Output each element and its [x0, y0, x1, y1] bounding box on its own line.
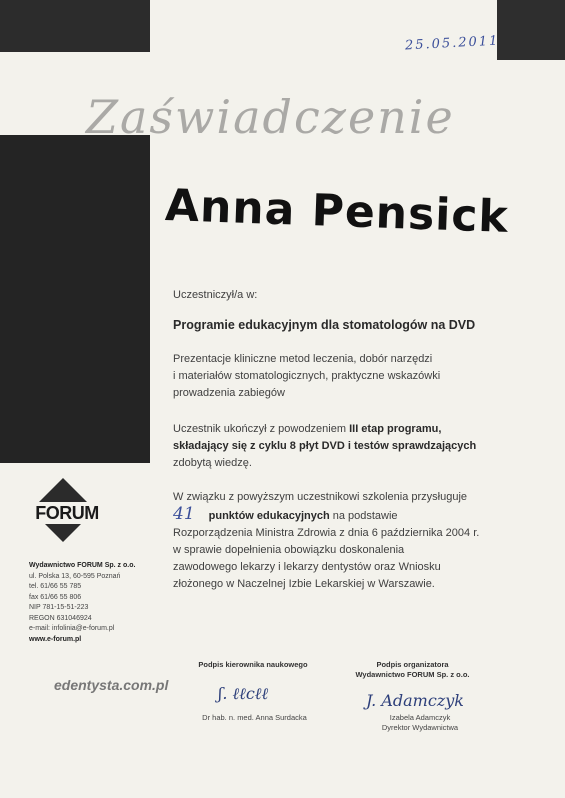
- points-value-handwritten: 41: [173, 504, 195, 524]
- right-signature-label: Podpis organizatora Wydawnictwo FORUM Sp. z o.o.: [355, 660, 470, 679]
- completion-stage: III etap programu,: [349, 423, 442, 435]
- publisher-line: fax 61/66 55 806: [29, 593, 82, 601]
- points-line: zawodowego lekarzy i lekarzy dentystów oraz Wniosku: [173, 561, 441, 573]
- publisher-line: tel. 61/66 55 785: [29, 583, 82, 590]
- completion-end: zdobytą wiedzę.: [173, 457, 252, 469]
- completion-cycle: składający się z cyklu 8 płyt DVD i testów sprawdzających: [173, 440, 477, 452]
- points-line: Rozporządzenia Ministra Zdrowia z dnia 6 października 2004 r.: [173, 527, 480, 539]
- description-line: prowadzenia zabiegów: [173, 387, 285, 399]
- edentysta-logo: edentysta.com.pl: [54, 677, 169, 693]
- description-line: i materiałów stomatologicznych, praktyczne wskazówki: [173, 370, 441, 382]
- publisher-info: [29, 561, 135, 645]
- program-name: Programie edukacyjnym dla stomatologów na DVD: [173, 318, 476, 332]
- right-signature-scrawl: J. Adamczyk: [366, 691, 464, 710]
- top-dark-band: [0, 0, 150, 52]
- publisher-website: www.e-forum.pl: [29, 635, 82, 643]
- left-signature-scrawl: ʃ. ℓℓcℓℓ: [218, 684, 269, 703]
- publisher-line: e-mail: infolinia@e-forum.pl: [29, 625, 115, 632]
- participant-name: Anna Pensick: [164, 180, 510, 243]
- left-signature-name: Dr hab. n. med. Anna Surdacka: [202, 713, 307, 722]
- points-intro: W związku z powyższym uczestnikowi szkolenia przysługuje: [173, 491, 468, 503]
- participated-label: Uczestniczył/a w:: [173, 289, 258, 301]
- completion-prefix: Uczestnik ukończył z powodzeniem: [173, 423, 350, 435]
- points-label-after: na podstawie: [329, 510, 398, 522]
- left-dark-band: [0, 135, 150, 463]
- right-signature-name: Izabela Adamczyk Dyrektor Wydawnictwa: [381, 713, 459, 732]
- points-label: punktów edukacyjnych: [208, 510, 330, 522]
- handwritten-date: 25.05.2011: [404, 33, 500, 54]
- points-line: złożonego w Naczelnej Izbie Lekarskiej w Warszawie.: [173, 578, 435, 590]
- completion-text: [173, 421, 476, 472]
- points-line: w sprawie dopełnienia obowiązku doskonalenia: [173, 544, 405, 556]
- publisher-line: ul. Polska 13, 60-595 Poznań: [29, 572, 121, 580]
- left-signature-label: Podpis kierownika naukowego: [198, 660, 308, 669]
- description-line: Prezentacje kliniczne metod leczenia, dobór narzędzi: [173, 353, 433, 365]
- top-right-dark-band: [497, 0, 565, 60]
- publisher-line: NIP 781-15-51-223: [29, 604, 89, 611]
- program-description: [173, 351, 440, 402]
- points-text: [173, 489, 479, 593]
- forum-logo-text: FORUM: [25, 502, 109, 524]
- publisher-name: Wydawnictwo FORUM Sp. z o.o.: [29, 562, 136, 569]
- certificate-title: Zaświadczenie: [86, 90, 455, 144]
- publisher-line: REGON 631046924: [29, 614, 92, 622]
